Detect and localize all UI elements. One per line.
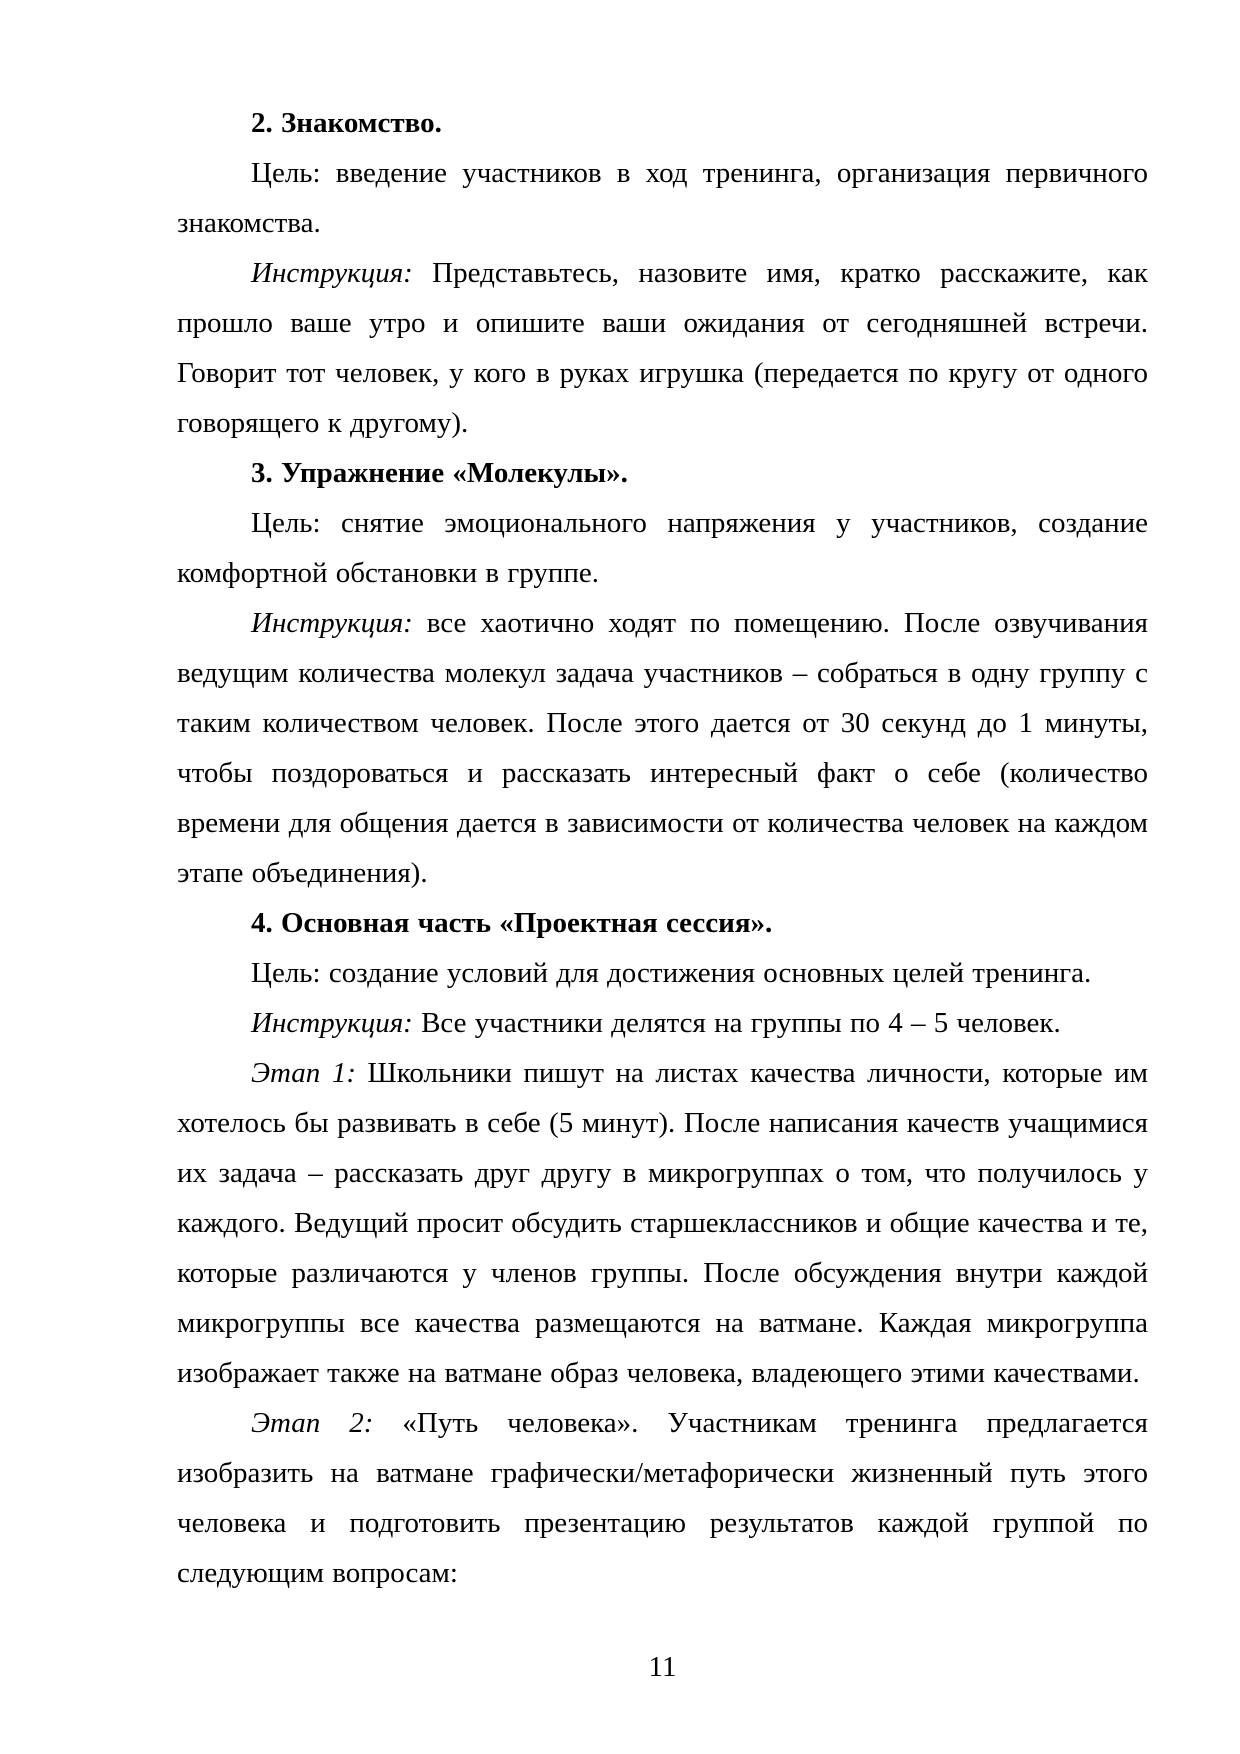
section-heading: [177, 898, 1148, 948]
text-run-bold: 2. Знакомство.: [251, 107, 442, 139]
document-body: [177, 98, 1148, 1598]
text-run-normal: Цель: снятие эмоционального напряжения у участников, создание комфортной обстановки в группе.: [177, 507, 1148, 589]
text-run-bold: 4. Основная часть «Проектная сессия».: [251, 907, 773, 939]
paragraph: [177, 1048, 1148, 1398]
paragraph: [177, 1398, 1148, 1598]
text-run-normal: Все участники делятся на группы по 4 – 5 человек.: [412, 1007, 1061, 1039]
text-run-italic: Инструкция:: [251, 607, 413, 639]
paragraph: [177, 948, 1148, 998]
section-heading: [177, 98, 1148, 148]
section-heading: [177, 448, 1148, 498]
paragraph: [177, 598, 1148, 898]
text-run-italic: Инструкция:: [251, 1007, 413, 1039]
paragraph: [177, 998, 1148, 1048]
paragraph: [177, 248, 1148, 448]
text-run-normal: Цель: введение участников в ход тренинга, организация первичного знакомства.: [177, 157, 1148, 239]
paragraph: [177, 148, 1148, 248]
page-number: 11: [648, 1651, 677, 1683]
text-run-bold: 3. Упражнение «Молекулы».: [251, 457, 628, 489]
text-run-italic: Этап 1:: [251, 1057, 356, 1089]
text-run-normal: Цель: создание условий для достижения основных целей тренинга.: [251, 957, 1092, 989]
text-run-normal: «Путь человека». Участникам тренинга предлагается изобразить на ватмане графически/метафорически жизненный путь этого человека и подготовить презентацию результатов каждой группой по следующим вопросам:: [177, 1407, 1148, 1589]
paragraph: [177, 498, 1148, 598]
text-run-normal: Представьтесь, назовите имя, кратко расскажите, как прошло ваше утро и опишите ваши ожидания от сегодняшней встречи. Говорит тот человек, у кого в руках игрушка (передается по кругу от одного говорящего к другому).: [177, 257, 1148, 439]
text-run-italic: Инструкция:: [251, 257, 413, 289]
text-run-italic: Этап 2:: [251, 1407, 374, 1439]
text-run-normal: все хаотично ходят по помещению. После озвучивания ведущим количества молекул задача участников – собраться в одну группу с таким количеством человек. После этого дается от 30 секунд до 1 минуты, чтобы поздороваться и рассказать интересный факт о себе (количество времени для общения дается в зависимости от количества человек на каждом этапе объединения).: [177, 607, 1148, 889]
text-run-normal: Школьники пишут на листах качества личности, которые им хотелось бы развивать в себе (5 минут). После написания качеств учащимися их задача – рассказать друг другу в микрогруппах о том, что получилось у каждого. Ведущий просит обсудить старшеклассников и общие качества и те, которые различаются у членов группы. После обсуждения внутри каждой микрогруппы все качества размещаются на ватмане. Каждая микрогруппа изображает также на ватмане образ человека, владеющего этими качествами.: [177, 1057, 1148, 1389]
